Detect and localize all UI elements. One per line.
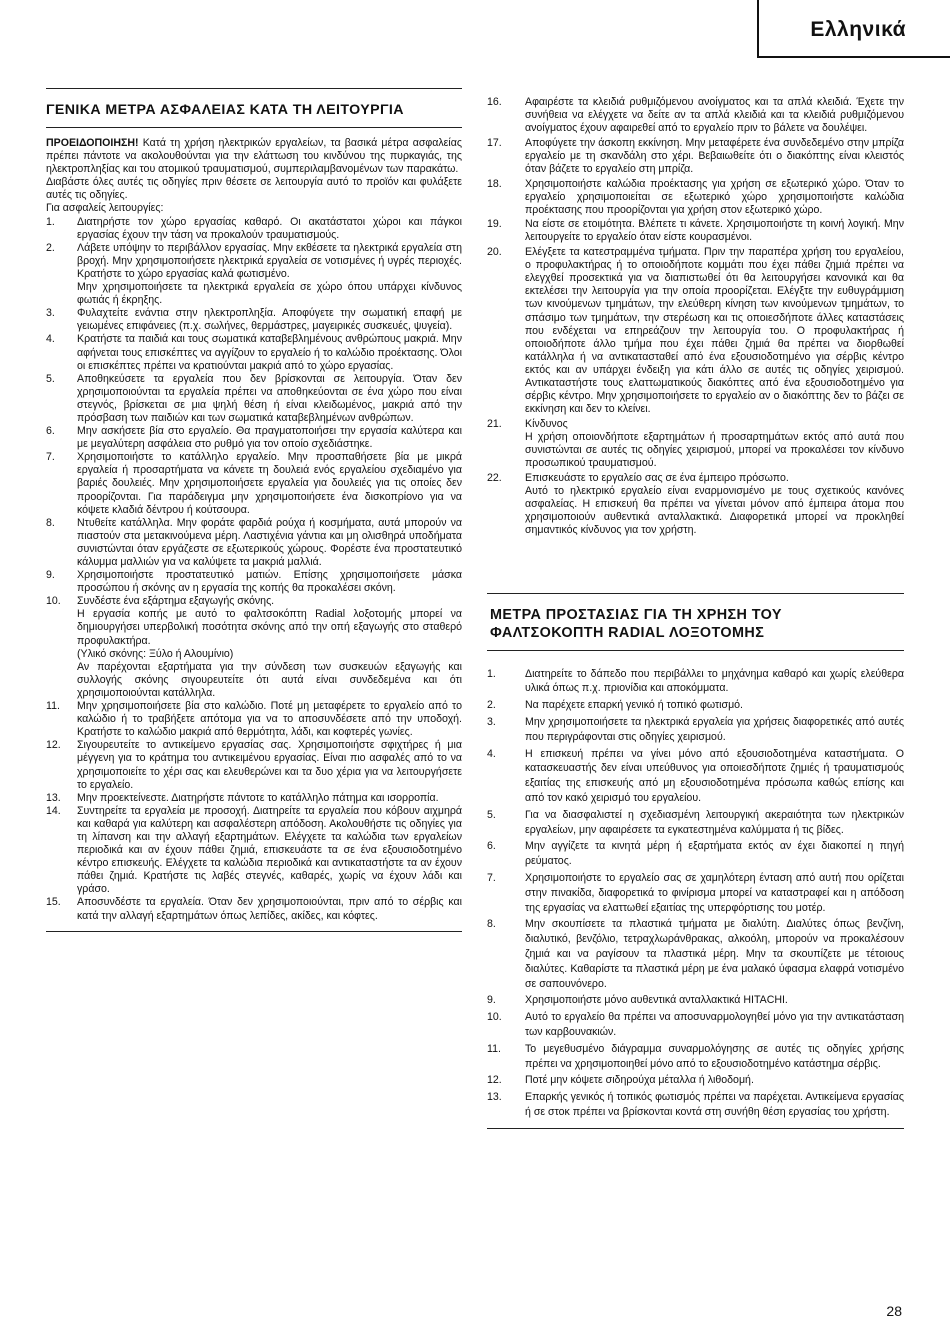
list-item bbox=[487, 178, 904, 217]
list-item bbox=[46, 517, 462, 569]
list-item bbox=[487, 418, 904, 470]
item-number: 12. bbox=[46, 739, 61, 752]
item-number: 16. bbox=[487, 96, 502, 108]
item-text: Μην ασκήσετε βία στο εργαλείο. Θα πραγματοποιήσει την εργασία καλύτερα και με μεγαλύτερη ασφάλεια στο ρυθμό για τον οποίο σχεδιάστηκε. bbox=[77, 425, 462, 451]
list-item bbox=[487, 1010, 904, 1040]
list-item bbox=[487, 218, 904, 244]
item-text: Χρησιμοποιήστε το κατάλληλο εργαλείο. Μην προσπαθήσετε βία με μικρά εργαλεία ή προσαρτήματα να κάνετε τη δουλειά ενός εργαλείου σχεδιαμένο για βαριές δουλειές. Μην χρησιμοποιήσετε εργαλεία για δουλειές για τις οποίες δεν προορίζονται. Για παράδειγμα μην χρησιμοποιήσετε ένα δισκοπρίονο για να κόψετε κλαδιά δέντρου ή κούτσουρα. bbox=[77, 451, 462, 516]
item-text: Επαρκής γενικός ή τοπικός φωτισμός πρέπει να παρέχεται. Αντικείμενα εργασίας ή σε στοκ πρέπει να βρίσκονται κοντά στη συνήθη θέση εργασίας του χρήστη. bbox=[525, 1091, 904, 1118]
list-item bbox=[487, 96, 904, 135]
item-text: Μην προεκτείνεστε. Διατηρήστε πάντοτε το κατάλληλο πάτημα και ισορροπία. bbox=[77, 791, 439, 804]
section-heading-radial-saw bbox=[487, 594, 904, 650]
item-text: Να παρέχετε επαρκή γενικό ή τοπικό φωτισμό. bbox=[525, 699, 744, 712]
item-text: Μην χρησιμοποιήσετε τα ηλεκτρικά εργαλεία για χρήσεις διαφορετικές από αυτές που περιγράφονται στις οδηγίες χειρισμού. bbox=[525, 715, 904, 743]
list-item bbox=[46, 700, 462, 739]
left-safety-list bbox=[46, 216, 462, 923]
item-text: Λάβετε υπόψην το περιβάλλον εργασίας. Μην εκθέσετε τα ηλεκτρικά εργαλεία στη βροχή. Μην χρησιμοποιήσετε ηλεκτρικά εργαλεία σε νοτισμένες ή υγρές περιοχές. Κρατήστε το χώρο εργασίας καλά φωτισμένο. Μην χρησιμοποιήσετε τα ηλεκτρικά εργαλεία σε χώρο όπου υπάρχει κίνδυνος φωτιάς ή έκρηξης. bbox=[77, 241, 462, 307]
item-number: 17. bbox=[487, 136, 502, 149]
item-text: Αποφύγετε την άσκοπη εκκίνηση. Μην μεταφέρετε ένα συνδεδεμένο στην μπρίζα εργαλείο με τη σκανδάλη στο χέρι. Βεβαιωθείτε ότι ο διακόπτης είναι κλειστός όταν βάζετε το εργαλείο στη μπρίζα. bbox=[525, 136, 904, 175]
left-column bbox=[46, 88, 462, 932]
list-item bbox=[487, 137, 904, 176]
item-text: Για να διασφαλιστεί η σχεδιασμένη λειτουργική ακεραιότητα των ηλεκτρικών εργαλείων, μην αφαιρέσετε τα εγκατεστημένα καλύμματα ή τις βίδες. bbox=[525, 808, 904, 836]
list-item bbox=[46, 569, 462, 595]
item-text: Κρατήστε τα παιδιά και τους σωματικά καταβεβλημένους ανθρώπους μακριά. Μην αφήνεται τους επισκέπτες να αγγίζουν το εργαλείο ή το καλώδιο προέκτασης. Όλοι οι επισκέπτες πρέπει να κρατιούνται μακριά από το χώρο εργασίας. bbox=[77, 333, 462, 372]
item-number: 5. bbox=[487, 808, 496, 821]
warning-text: Κατά τη χρήση ηλεκτρικών εργαλείων, τα βασικά μέτρα ασφαλείας πρέπει πάντοτε να ακολουθούνται για την ελάττωση του κινδύνου της πυρκαγιάς, της ηλεκτροπληξίας και του ατομικού τραυματισμού, συμπεριλαμβανομένων των παρακάτω. bbox=[46, 137, 462, 176]
item-number: 10. bbox=[46, 595, 61, 608]
item-number: 5. bbox=[46, 372, 55, 385]
list-item bbox=[46, 805, 462, 897]
list-item bbox=[46, 896, 462, 922]
item-text: Χρησιμοποιήστε το εργαλείο σας σε χαμηλότερη ένταση από αυτή που ορίζεται στην πινακίδα, διαφορετικά το φινίρισμα μπορεί να καταστραφεί και η απόδοση της εργασίας να ελαττωθεί εξαιτίας της υπερφόρτισης του μοτέρ. bbox=[525, 871, 904, 914]
list-item bbox=[487, 808, 904, 838]
item-number: 1. bbox=[46, 215, 55, 228]
right-safety-list bbox=[487, 96, 904, 537]
radial-saw-list bbox=[487, 667, 904, 1120]
page-number: 28 bbox=[886, 1303, 902, 1319]
item-number: 13. bbox=[487, 1091, 502, 1104]
item-number: 2. bbox=[46, 241, 55, 254]
list-item bbox=[487, 917, 904, 991]
item-text: Μην αγγίζετε τα κινητά μέρη ή εξαρτήματα εκτός αν έχει διακοπεί η πηγή ρεύματος. bbox=[525, 840, 904, 868]
item-number: 20. bbox=[487, 246, 502, 259]
item-text: Η επισκευή πρέπει να γίνει μόνο από εξουσιοδοτημένα καταστήματα. Ο κατασκευαστής δεν είναι υπεύθυνος για οποιεσδήποτε ζημιές ή τραυματισμούς εξαιτίας της επισκευής από μη εξουσιοδοτημένα πρόσωπα καθώς επίσης και από τον κακό χειρισμό του εργαλείου. bbox=[525, 747, 904, 804]
heading2-line2: ΦΑΛΤΣΟΚΟΠΤΗ RADIAL ΛΟΞΟΤΟΜΗΣ bbox=[490, 624, 765, 641]
item-text: Αυτό το εργαλείο θα πρέπει να αποσυναρμολογηθεί μόνο για την αντικατάσταση των καρβουνακιών. bbox=[525, 1011, 904, 1038]
item-text: Να είστε σε ετοιμότητα. Βλέπετε τι κάνετε. Χρησιμοποιήστε τη κοινή λογική. Μην λειτουργείτε το εργαλείο όταν είστε κουρασμένοι. bbox=[525, 218, 904, 244]
left-body bbox=[46, 137, 462, 923]
list-item bbox=[46, 595, 462, 700]
item-number: 19. bbox=[487, 218, 502, 231]
item-number: 2. bbox=[487, 699, 496, 712]
list-item bbox=[487, 747, 904, 806]
item-number: 13. bbox=[46, 791, 61, 804]
list-item bbox=[487, 1042, 904, 1072]
item-text: Αποθηκεύσετε τα εργαλεία που δεν βρίσκονται σε λειτουργία. Όταν δεν χρησιμοποιούνται τα εργαλεία πρέπει να αποθηκεύονται σε ένα χώρο που είναι στεγνός, βρίσκεται σε μια ψηλή θέση ή είναι κλειδωμένος, μακριά από την πρόσβαση των παιδιών και των σωματικά καταβεβλημένων ανθρώπων. bbox=[77, 372, 462, 424]
language-tab bbox=[757, 0, 950, 58]
item-number: 4. bbox=[46, 333, 55, 346]
item-number: 11. bbox=[487, 1042, 501, 1055]
item-text: Διατηρήστε τον χώρο εργασίας καθαρό. Οι ακατάστατοι χώροι και πάγκοι εργασίας έχουν την τάση να προκαλούν τραυματισμούς. bbox=[77, 215, 462, 241]
item-number: 14. bbox=[46, 804, 61, 817]
item-number: 9. bbox=[46, 569, 55, 582]
item-number: 18. bbox=[487, 177, 502, 190]
list-item bbox=[46, 739, 462, 791]
list-item bbox=[487, 1090, 904, 1120]
list-item bbox=[46, 242, 462, 307]
right-column bbox=[487, 96, 904, 1129]
item-number: 6. bbox=[46, 425, 55, 438]
list-item bbox=[46, 307, 462, 333]
item-text: Ποτέ μην κόψετε σιδηρούχα μέταλλα ή λιθοδομή. bbox=[525, 1074, 754, 1087]
item-number: 8. bbox=[46, 516, 55, 529]
item-number: 9. bbox=[487, 994, 496, 1007]
item-text: Φυλαχτείτε ενάντια στην ηλεκτροπληξία. Αποφύγετε την σωματική επαφή με γειωμένες επιφάνειες (π.χ. σωλήνες, θερμάστρες, μαγειρικές συσκευές, ψυγεία). bbox=[77, 307, 462, 333]
list-item bbox=[487, 871, 904, 915]
item-text: Διατηρείτε το δάπεδο που περιβάλλει το μηχάνημα καθαρό και χωρίς ελεύθερα υλικά όπως π.χ. πριονίδια και αποκόμματα. bbox=[525, 667, 904, 695]
item-text: Μην σκουπίσετε τα πλαστικά τμήματα με διαλύτη. Διαλύτες όπως βενζίνη, διαλυτικό, βενζόλιο, τετραχλωράνθρακας, αλκοόλη, μπορούν να προκαλέσουν ζημιά και να ραγίσουν τα πλαστικά μέρη. Μην τα σκουπίζετε με τέτοιους διαλύτες. Καθαρίστε τα πλαστικά μέρη με ένα μαλακό ύφασμα ελαφρά νοτισμένο σε σαπουνόνερο. bbox=[525, 918, 904, 990]
item-text: Το μεγεθυσμένο διάγραμμα συναρμολόγησης σε αυτές τις οδηγίες χρήσης πρέπει να χρησιμοποιηθεί μόνο από το εξουσιοδοτημένο κατάστημα σέρβις. bbox=[525, 1042, 904, 1070]
item-text: Ντυθείτε κατάλληλα. Μην φοράτε φαρδιά ρούχα ή κοσμήματα, αυτά μπορούν να πιαστούν στα μετακινούμενα μέρη. Λαστιχένια γάντια και μη ολισθηρά υποδήματα συνιστώνται όταν εργάζεστε σε εξωτερικούς χώρους. Φορέστε ένα προστατευτικό κάλυμμα μαλλιών για να καλύψετε τα μακριά μαλλιά. bbox=[77, 516, 462, 568]
item-number: 7. bbox=[487, 871, 496, 884]
list-item bbox=[46, 792, 462, 805]
item-text: Μην χρησιμοποιήσετε βία στο καλώδιο. Ποτέ μη μεταφέρετε το εργαλείο από το καλώδιο ή το τραβήξετε απότομα για να το αποσυνδέσετε από την υποδοχή. Κρατήστε το καλώδιο μακριά από θερμότητα, λάδι, και κοφτερές γωνίες. bbox=[77, 700, 462, 739]
section-heading-general-safety: ΓΕΝΙΚΑ ΜΕΤΡΑ ΑΣΦΑΛΕΙΑΣ ΚΑΤΑ ΤΗ ΛΕΙΤΟΥΡΓΙΑ bbox=[46, 102, 404, 118]
item-number: 3. bbox=[487, 715, 496, 728]
item-number: 12. bbox=[487, 1074, 502, 1087]
warning-paragraph bbox=[46, 137, 462, 176]
warning-label: ΠΡΟΕΙΔΟΠΟΙΗΣΗ! bbox=[46, 137, 139, 149]
left-bottom-rule bbox=[46, 931, 462, 932]
item-number: 10. bbox=[487, 1011, 502, 1024]
item-number: 15. bbox=[46, 896, 61, 909]
item-number: 8. bbox=[487, 918, 496, 931]
list-item bbox=[487, 472, 904, 537]
item-number: 1. bbox=[487, 667, 496, 680]
read-instructions: Διαβάστε όλες αυτές τις οδηγίες πριν θέσετε σε λειτουργία αυτό το προϊόν και φυλάξετε αυτές τις οδηγίες. bbox=[46, 176, 462, 202]
item-text: Αποσυνδέστε τα εργαλεία. Όταν δεν χρησιμοποιούνται, πριν από το σέρβις και κατά την αλλαγή εξαρτημάτων όπως λεπίδες, ακίδες, και κόφτες. bbox=[77, 896, 462, 922]
list-item bbox=[46, 373, 462, 425]
item-number: 11. bbox=[46, 700, 60, 713]
right-bottom-rule bbox=[487, 1128, 904, 1129]
item-number: 6. bbox=[487, 840, 496, 853]
item-text: Κίνδυνος Η χρήση οποιονδήποτε εξαρτημάτων ή προσαρτημάτων εκτός από αυτά που συνιστώνται σε αυτές τις οδηγίες χειρισμού, μπορεί να προκαλέσει τον κίνδυνο προσωπικού τραυματισμού. bbox=[525, 417, 904, 470]
item-text: Χρησιμοποιήστε καλώδια προέκτασης για χρήση σε εξωτερικό χώρο. Όταν το εργαλείο χρησιμοποιείται σε εξωτερικό χώρο χρησιμοποιήστε καλώδια προέκτασης που προορίζονται για χρήση στον εξωτερικό χώρο. bbox=[525, 177, 904, 216]
safe-operation-label: Για ασφαλείς λειτουργίες: bbox=[46, 202, 164, 215]
item-text: Χρησιμοποιήστε μόνο αυθεντικά ανταλλακτικά HITACHI. bbox=[525, 994, 788, 1007]
item-text: Χρησιμοποιήστε προστατευτικό ματιών. Επίσης χρησιμοποιήσετε μάσκα προσώπου ή σκόνης αν η εργασία της κοπής θα προκαλέσει σκόνη. bbox=[77, 569, 462, 595]
item-number: 3. bbox=[46, 307, 55, 320]
list-item bbox=[487, 246, 904, 416]
list-item bbox=[46, 333, 462, 372]
list-item bbox=[487, 993, 904, 1008]
list-item bbox=[487, 839, 904, 869]
item-text: Συντηρείτε τα εργαλεία με προσοχή. Διατηρείτε τα εργαλεία που κόβουν αιχμηρά και καθαρά για καλύτερη και ασφαλέστερη απόδοση. Ακολουθήστε τις οδηγίες για τη λίπανση και την αλλαγή εξαρτημάτων. Ελέγχετε τα καλώδια των εργαλείων περιοδικά και αν έχουν πάθει ζημιά, επισκευάστε τα σε ένα εξουσιοδοτημένο κέντρο επισκευής. Ελέγχετε τα καλώδια περιοδικά και αντικαταστήστε τα αν έχουν πάθει ζημιά. Κρατήστε τις λαβές στεγνές, καθαρές, χωρίς να έχουν λάδι και γράσο. bbox=[77, 804, 462, 896]
list-item bbox=[46, 425, 462, 451]
item-text: Επισκευάστε το εργαλείο σας σε ένα έμπειρο πρόσωπο. Αυτό το ηλεκτρικό εργαλείο είναι εναρμονισμένο με τους σχετικούς κανόνες ασφαλείας. Η επισκευή θα πρέπει να γίνεται μόνον από έμπειρα άτομα που χρησιμοποιούν αυθεντικά ανταλλακτικά. Διαφορετικά μπορεί να προκληθεί σημαντικός κίνδυνος για τον χρήστη. bbox=[525, 471, 904, 536]
item-number: 22. bbox=[487, 471, 502, 484]
list-item bbox=[487, 667, 904, 697]
heading2-line1: ΜΕΤΡΑ ΠΡΟΣΤΑΣΙΑΣ ΓΙΑ ΤΗ ΧΡΗΣΗ ΤΟΥ bbox=[490, 606, 782, 623]
item-text: Σιγουρευτείτε το αντικείμενο εργασίας σας. Χρησιμοποιήστε σφιχτήρες ή μια μέγγενη για το κράτημα του αντικειμένου εργασίας. Είναι πιο ασφαλές από το να χρησιμοποιείτε το χέρι σας και ελευθερώνει και τα δυο χέρια για να λειτουργήσετε το εργαλείο. bbox=[77, 739, 462, 791]
list-item bbox=[46, 451, 462, 516]
list-item bbox=[487, 698, 904, 713]
item-number: 4. bbox=[487, 747, 496, 760]
list-item bbox=[46, 216, 462, 242]
item-text: Ελέγξετε τα κατεστραμμένα τμήματα. Πριν την παραπέρα χρήση του εργαλείου, ο προφυλακτήρας ή το οποιοδήποτε κομμάτι που έχει πάθει ζημιά πρέπει να ελεγχθεί προσεκτικά για να διαπιστωθεί ότι θα λειτουργήσει κανονικά και θα εκτελέσει την λειτουργία για την οποία προορίζεται. Ελέγξτε την ευθυγράμμιση των κινούμενων τμημάτων, την ελεύθερη κίνηση των κινούμενων τμημάτων, το σπάσιμο των τμημάτων, την στερέωση και τις οποιεσδήποτε άλλες καταστάσεις που ενδέχεται να επηρεάζουν την λειτουργία του. Ο προφυλακτήρας ή οποιοδήποτε άλλο τμήμα που έχει πάθει ζημιά θα πρέπει να διορθωθεί κατάλληλα ή να αντικατασταθεί από ένα εξουσιοδοτημένο για σέρβις κέντρο εκτός και αν υπάρχει ένδειξη για κάτι άλλο σε αυτές τις οδηγίες χειρισμού. Αντικαταστήστε τους ελαττωματικούς διακόπτες από ένα εξουσιοδοτημένο για σέρβις κέντρο. Μην χρησιμοποιήσετε το εργαλείο αν ο διακόπτης δεν το βάζει σε εκκίνηση και δεν το κλείνει. bbox=[525, 246, 904, 416]
item-text: Αφαιρέστε τα κλειδιά ρυθμιζόμενου ανοίγματος και τα απλά κλειδιά. Έχετε την συνήθεια να ελέγχετε να δείτε αν τα απλά κλειδιά και τα κλειδιά ρυθμιζόμενου ανοίγματος έχουν αφαιρεθεί από το εργαλείο πριν το βάλετε να δουλέψει. bbox=[525, 96, 904, 135]
item-number: 7. bbox=[46, 451, 55, 464]
list-item bbox=[487, 715, 904, 745]
list-item bbox=[487, 1073, 904, 1088]
language-label: Ελληνικά bbox=[810, 18, 906, 41]
item-number: 21. bbox=[487, 417, 502, 430]
item-text: Συνδέστε ένα εξάρτημα εξαγωγής σκόνης. Η εργασία κοπής με αυτό το φαλτσοκόπτη Radial λοξοτομής μπορεί να δημιουργήσει υπερβολική ποσότητα σκόνης από την οπή εξαγωγής στο σταθερό προφυλακτήρα. (Υλικό σκόνης: Ξύλο ή Αλουμίνιο) Αν παρέχονται εξαρτήματα για την σύνδεση των συσκευών εξαγωγής και συλλογής σκόνης σιγουρευτείτε ότι αυτά είναι συνδεδεμένα και ότι χρησιμοποιούνται κατάλληλα. bbox=[77, 595, 462, 699]
